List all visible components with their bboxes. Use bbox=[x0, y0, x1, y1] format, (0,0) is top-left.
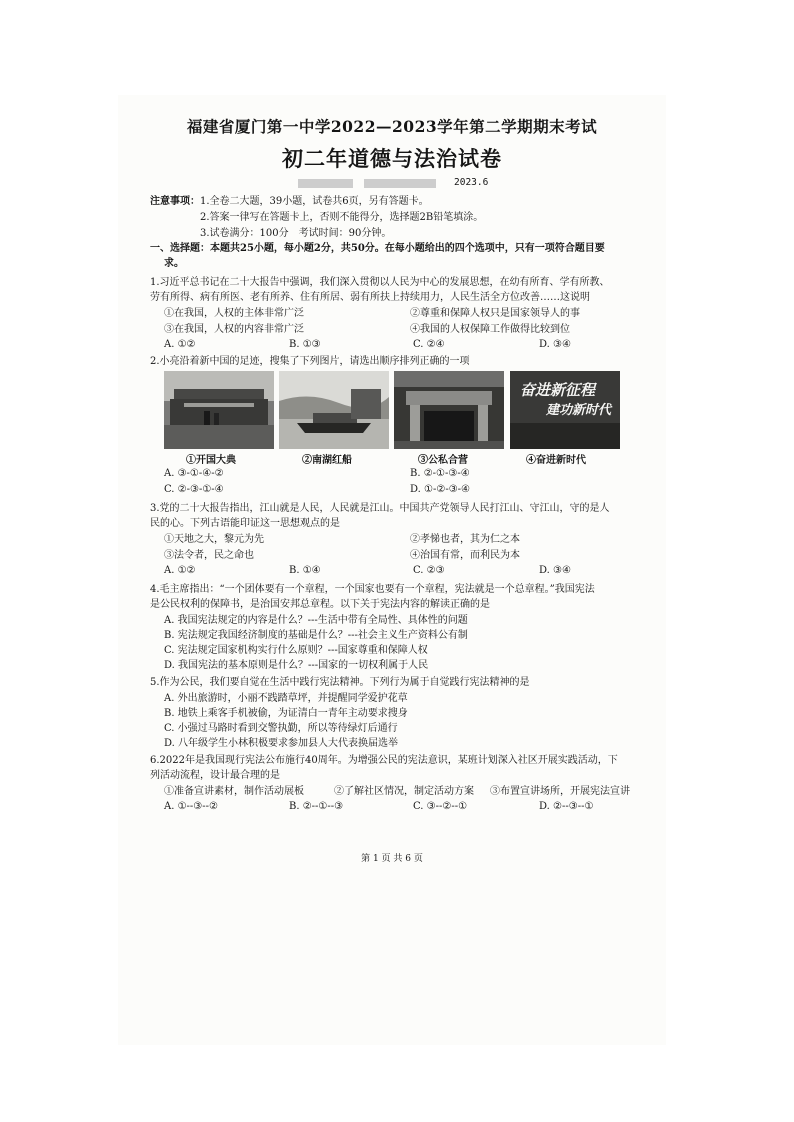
q1-statement: ③在我国，人权的内容非常广泛 bbox=[164, 324, 304, 335]
q6-step: ②了解社区情况，制定活动方案 bbox=[334, 786, 474, 797]
exam-info-line bbox=[118, 177, 666, 191]
q6-stem: 列活动流程，设计最合理的是 bbox=[150, 770, 280, 781]
q1-statement: ②尊重和保障人权只是国家领导人的事 bbox=[410, 308, 580, 319]
q3-stem: 3.党的二十大报告指出，江山就是人民，人民就是江山。中国共产党领导人民打江山、守江山，守的是人 bbox=[150, 503, 610, 514]
q2-option-d: D. ①-②-③-④ bbox=[410, 484, 471, 495]
exam-subtitle: 初二年道德与法治试卷 bbox=[282, 146, 502, 171]
q1-option-c: C. ②④ bbox=[413, 339, 445, 350]
q4-stem: 是公民权利的保障书，是治国安邦总章程。以下关于宪法内容的解读正确的是 bbox=[150, 599, 490, 610]
q5-stem: 5.作为公民，我们要自觉在生活中践行宪法精神。下列行为属于自觉践行宪法精神的是 bbox=[150, 677, 530, 688]
note-item: 3.试卷满分：100分 考试时间：90分钟。 bbox=[200, 228, 392, 239]
q6-option-a: A. ①--③--② bbox=[164, 801, 218, 812]
section-heading: 一、选择题：本题共25小题，每小题2分，共50分。在每小题给出的四个选项中，只有一项符合题目要 bbox=[150, 243, 605, 254]
q4-option-b: B. 宪法规定我国经济制度的基础是什么？---社会主义生产资料公有制 bbox=[164, 630, 468, 641]
q1-option-d: D. ③④ bbox=[539, 339, 571, 350]
note-item: 1.全卷二大题，39小题，试卷共6页，另有答题卡。 bbox=[200, 196, 429, 207]
section-heading-cont: 求。 bbox=[164, 258, 184, 269]
q6-step: ③布置宣讲场所，开展宪法宣讲 bbox=[490, 786, 630, 797]
q3-option-d: D. ③④ bbox=[539, 565, 571, 576]
q3-option-a: A. ①② bbox=[164, 565, 196, 576]
q1-statement: ①在我国，人权的主体非常广泛 bbox=[164, 308, 304, 319]
redacted-block bbox=[364, 179, 436, 188]
q3-option-c: C. ②③ bbox=[413, 565, 445, 576]
q3-option-b: B. ①④ bbox=[289, 565, 321, 576]
q1-stem: 1.习近平总书记在二十大报告中强调，我们深入贯彻以人民为中心的发展思想，在幼有所育、学有所教、 bbox=[150, 277, 610, 288]
exam-date: 2023.6 bbox=[454, 177, 489, 188]
photo-founding-ceremony bbox=[164, 371, 274, 449]
q3-statement: ②孝悌也者，其为仁之本 bbox=[410, 534, 520, 545]
photo-caption: ③公私合营 bbox=[418, 455, 468, 466]
q2-option-c: C. ②-③-①-④ bbox=[164, 484, 224, 495]
q4-option-c: C. 宪法规定国家机构实行什么原则？---国家尊重和保障人权 bbox=[164, 645, 428, 656]
q4-stem: 4.毛主席指出：“一个团体要有一个章程，一个国家也要有一个章程，宪法就是一个总章程。”我国宪法 bbox=[150, 584, 595, 595]
q4-option-a: A. 我国宪法规定的内容是什么？---生活中带有全局性、具体性的问题 bbox=[164, 615, 468, 626]
photo-red-boat bbox=[279, 371, 389, 449]
q3-statement: ④治国有常，而利民为本 bbox=[410, 550, 520, 561]
q1-statement: ④我国的人权保障工作做得比较到位 bbox=[410, 324, 570, 335]
q5-option-b: B. 地铁上乘客手机被偷，为证清白一青年主动要求搜身 bbox=[164, 708, 408, 719]
q3-stem: 民的心。下列古语能印证这一思想观点的是 bbox=[150, 518, 340, 529]
q1-option-a: A. ①② bbox=[164, 339, 196, 350]
q5-option-a: A. 外出旅游时，小丽不践踏草坪，并提醒同学爱护花草 bbox=[164, 693, 408, 704]
q3-statement: ③法令者，民之命也 bbox=[164, 550, 254, 561]
page-footer: 第 1 页 共 6 页 bbox=[361, 854, 423, 864]
photo-new-era bbox=[510, 371, 620, 449]
q3-statement: ①天地之大，黎元为先 bbox=[164, 534, 264, 545]
photo-caption: ④奋进新时代 bbox=[526, 455, 586, 466]
q5-option-d: D. 八年级学生小林积极要求参加县人大代表换届选举 bbox=[164, 738, 399, 749]
q5-option-c: C. 小强过马路时看到交警执勤，所以等待绿灯后通行 bbox=[164, 723, 398, 734]
q1-stem: 劳有所得、病有所医、老有所养、住有所居、弱有所扶上持续用力，人民生活全方位改善……这说明 bbox=[150, 292, 590, 303]
q6-option-b: B. ②--①--③ bbox=[289, 801, 344, 812]
q2-stem: 2.小亮沿着新中国的足迹，搜集了下列图片，请选出顺序排列正确的一项 bbox=[150, 356, 470, 367]
photo-caption: ②南湖红船 bbox=[302, 455, 352, 466]
redacted-block bbox=[298, 179, 353, 188]
photo-caption: ①开国大典 bbox=[186, 455, 236, 466]
exam-page bbox=[118, 95, 666, 1045]
q2-option-b: B. ②-①-③-④ bbox=[410, 468, 470, 479]
q6-stem: 6.2022年是我国现行宪法公布施行40周年。为增强公民的宪法意识，某班计划深入社区开展实践活动，下 bbox=[150, 755, 618, 766]
q2-photo-strip bbox=[164, 371, 618, 449]
q4-option-d: D. 我国宪法的基本原则是什么？---国家的一切权利属于人民 bbox=[164, 660, 429, 671]
photo-joint-venture bbox=[394, 371, 504, 449]
q2-option-a: A. ③-①-④-② bbox=[164, 468, 224, 479]
q6-option-c: C. ③--②--① bbox=[413, 801, 468, 812]
note-item: 2.答案一律写在答题卡上，否则不能得分，选择题2B铅笔填涂。 bbox=[200, 212, 484, 223]
poster-text: 建功新时代 bbox=[546, 403, 612, 418]
poster-text: 奋进新征程 bbox=[520, 381, 596, 399]
notes-label: 注意事项： bbox=[150, 196, 200, 207]
q1-option-b: B. ①③ bbox=[289, 339, 321, 350]
q6-step: ①准备宣讲素材，制作活动展板 bbox=[164, 786, 304, 797]
exam-title: 福建省厦门第一中学2022—2023学年第二学期期末考试 bbox=[186, 117, 598, 136]
q6-option-d: D. ②--③--① bbox=[539, 801, 594, 812]
